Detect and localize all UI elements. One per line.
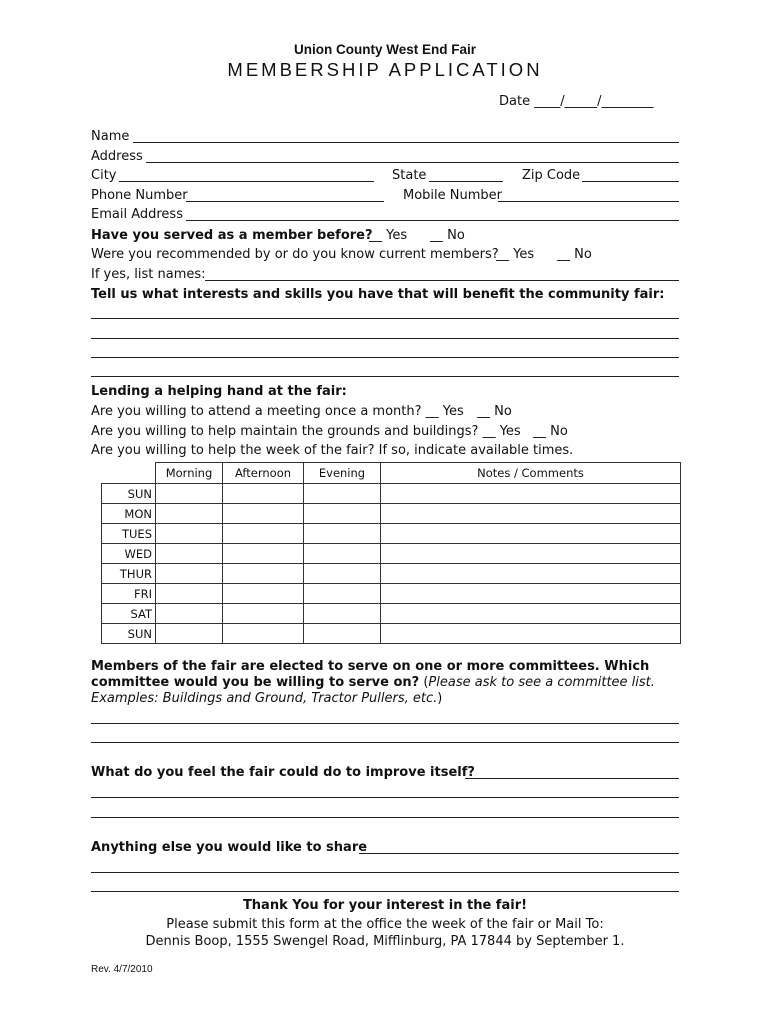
committees-question-bold: committee would you be willing to serve on? [91, 675, 420, 690]
committees-question-line1: Members of the fair are elected to serve on one or more committees. Which [91, 659, 650, 674]
state-input-line[interactable] [429, 181, 503, 182]
evening-cell[interactable] [304, 544, 381, 564]
list-names-input-line[interactable] [205, 280, 679, 281]
notes-cell[interactable] [381, 604, 681, 624]
name-input-line[interactable] [133, 142, 679, 143]
phone-input-line[interactable] [186, 201, 384, 202]
served-no-option[interactable]: __ No [430, 228, 465, 243]
morning-cell[interactable] [156, 624, 223, 644]
column-header: Notes / Comments [381, 463, 681, 484]
day-label: SUN [102, 624, 156, 644]
grounds-question: Are you willing to help maintain the grounds and buildings? __ Yes [91, 424, 521, 439]
evening-cell[interactable] [304, 484, 381, 504]
evening-cell[interactable] [304, 584, 381, 604]
morning-cell[interactable] [156, 564, 223, 584]
day-label: FRI [102, 584, 156, 604]
day-label: SUN [102, 484, 156, 504]
table-row [102, 624, 681, 644]
day-label: SAT [102, 604, 156, 624]
evening-cell[interactable] [304, 504, 381, 524]
interests-line-3[interactable] [91, 357, 679, 358]
recommended-no-option[interactable]: __ No [557, 247, 592, 262]
table-row [102, 484, 681, 504]
helping-heading: Lending a helping hand at the fair: [91, 384, 347, 399]
improve-line-2[interactable] [91, 797, 679, 798]
afternoon-cell[interactable] [223, 544, 304, 564]
column-header: Afternoon [223, 463, 304, 484]
notes-cell[interactable] [381, 624, 681, 644]
state-label: State [392, 168, 427, 183]
interests-line-4[interactable] [91, 376, 679, 377]
improve-line-3[interactable] [91, 817, 679, 818]
table-corner [102, 463, 156, 484]
interests-line-1[interactable] [91, 318, 679, 319]
table-row [102, 524, 681, 544]
meeting-question: Are you willing to attend a meeting once a month? __ Yes [91, 404, 464, 419]
org-name: Union County West End Fair [294, 42, 476, 57]
morning-cell[interactable] [156, 524, 223, 544]
address-input-line[interactable] [146, 162, 679, 163]
column-header: Morning [156, 463, 223, 484]
phone-label: Phone Number [91, 188, 188, 203]
name-label: Name [91, 129, 130, 144]
table-row [102, 584, 681, 604]
committees-question-line2 [91, 675, 655, 691]
notes-cell[interactable] [381, 544, 681, 564]
mailing-address: Dennis Boop, 1555 Swengel Road, Mifflinburg, PA 17844 by September 1. [145, 934, 625, 949]
morning-cell[interactable] [156, 484, 223, 504]
afternoon-cell[interactable] [223, 504, 304, 524]
submit-instructions: Please submit this form at the office the week of the fair or Mail To: [166, 917, 604, 932]
committees-line-2[interactable] [91, 742, 679, 743]
availability-table [101, 462, 681, 644]
share-question: Anything else you would like to share [91, 840, 368, 855]
morning-cell[interactable] [156, 504, 223, 524]
morning-cell[interactable] [156, 584, 223, 604]
afternoon-cell[interactable] [223, 524, 304, 544]
notes-cell[interactable] [381, 564, 681, 584]
afternoon-cell[interactable] [223, 584, 304, 604]
day-label: MON [102, 504, 156, 524]
list-names-label: If yes, list names: [91, 267, 206, 282]
share-input-line[interactable] [359, 853, 679, 854]
committees-examples: Examples: Buildings and Ground, Tractor Pullers, etc. [91, 691, 438, 706]
share-line-2[interactable] [91, 872, 679, 873]
evening-cell[interactable] [304, 564, 381, 584]
interests-line-2[interactable] [91, 338, 679, 339]
served-yes-option[interactable]: __ Yes [369, 228, 408, 243]
morning-cell[interactable] [156, 604, 223, 624]
notes-cell[interactable] [381, 584, 681, 604]
city-label: City [91, 168, 117, 183]
address-label: Address [91, 149, 143, 164]
table-row [102, 604, 681, 624]
committees-question-line3 [91, 691, 442, 707]
notes-cell[interactable] [381, 504, 681, 524]
revision-date: Rev. 4/7/2010 [91, 964, 153, 975]
interests-question: Tell us what interests and skills you have that will benefit the community fair: [91, 287, 665, 302]
date-field[interactable]: Date ____/_____/________ [499, 94, 654, 109]
committees-close-paren: ) [437, 691, 443, 706]
meeting-no-option[interactable]: __ No [477, 404, 512, 419]
committees-hint: Please ask to see a committee list. [428, 675, 655, 690]
improve-question: What do you feel the fair could do to improve itself? [91, 765, 475, 780]
afternoon-cell[interactable] [223, 564, 304, 584]
mobile-input-line[interactable] [498, 201, 679, 202]
committees-open-paren: ( [419, 675, 429, 690]
improve-input-line[interactable] [465, 778, 679, 779]
afternoon-cell[interactable] [223, 484, 304, 504]
zip-label: Zip Code [522, 168, 581, 183]
served-before-question: Have you served as a member before? [91, 228, 373, 243]
day-label: WED [102, 544, 156, 564]
afternoon-cell[interactable] [223, 604, 304, 624]
table-row [102, 544, 681, 564]
recommended-question: Were you recommended by or do you know current members? [91, 247, 499, 262]
day-label: TUES [102, 524, 156, 544]
recommended-yes-option[interactable]: __ Yes [496, 247, 535, 262]
column-header: Evening [304, 463, 381, 484]
notes-cell[interactable] [381, 524, 681, 544]
table-row [102, 504, 681, 524]
thank-you-message: Thank You for your interest in the fair! [242, 898, 528, 913]
city-input-line[interactable] [119, 181, 374, 182]
zip-input-line[interactable] [582, 181, 679, 182]
committees-line-1[interactable] [91, 723, 679, 724]
email-input-line[interactable] [186, 220, 679, 221]
page-title: MEMBERSHIP APPLICATION [227, 59, 543, 80]
day-label: THUR [102, 564, 156, 584]
table-row [102, 564, 681, 584]
evening-cell[interactable] [304, 524, 381, 544]
fair-week-question: Are you willing to help the week of the fair? If so, indicate available times. [91, 443, 574, 458]
evening-cell[interactable] [304, 624, 381, 644]
notes-cell[interactable] [381, 484, 681, 504]
morning-cell[interactable] [156, 544, 223, 564]
evening-cell[interactable] [304, 604, 381, 624]
share-line-3[interactable] [91, 891, 679, 892]
afternoon-cell[interactable] [223, 624, 304, 644]
mobile-label: Mobile Number [403, 188, 502, 203]
email-label: Email Address [91, 207, 183, 222]
grounds-no-option[interactable]: __ No [533, 424, 568, 439]
